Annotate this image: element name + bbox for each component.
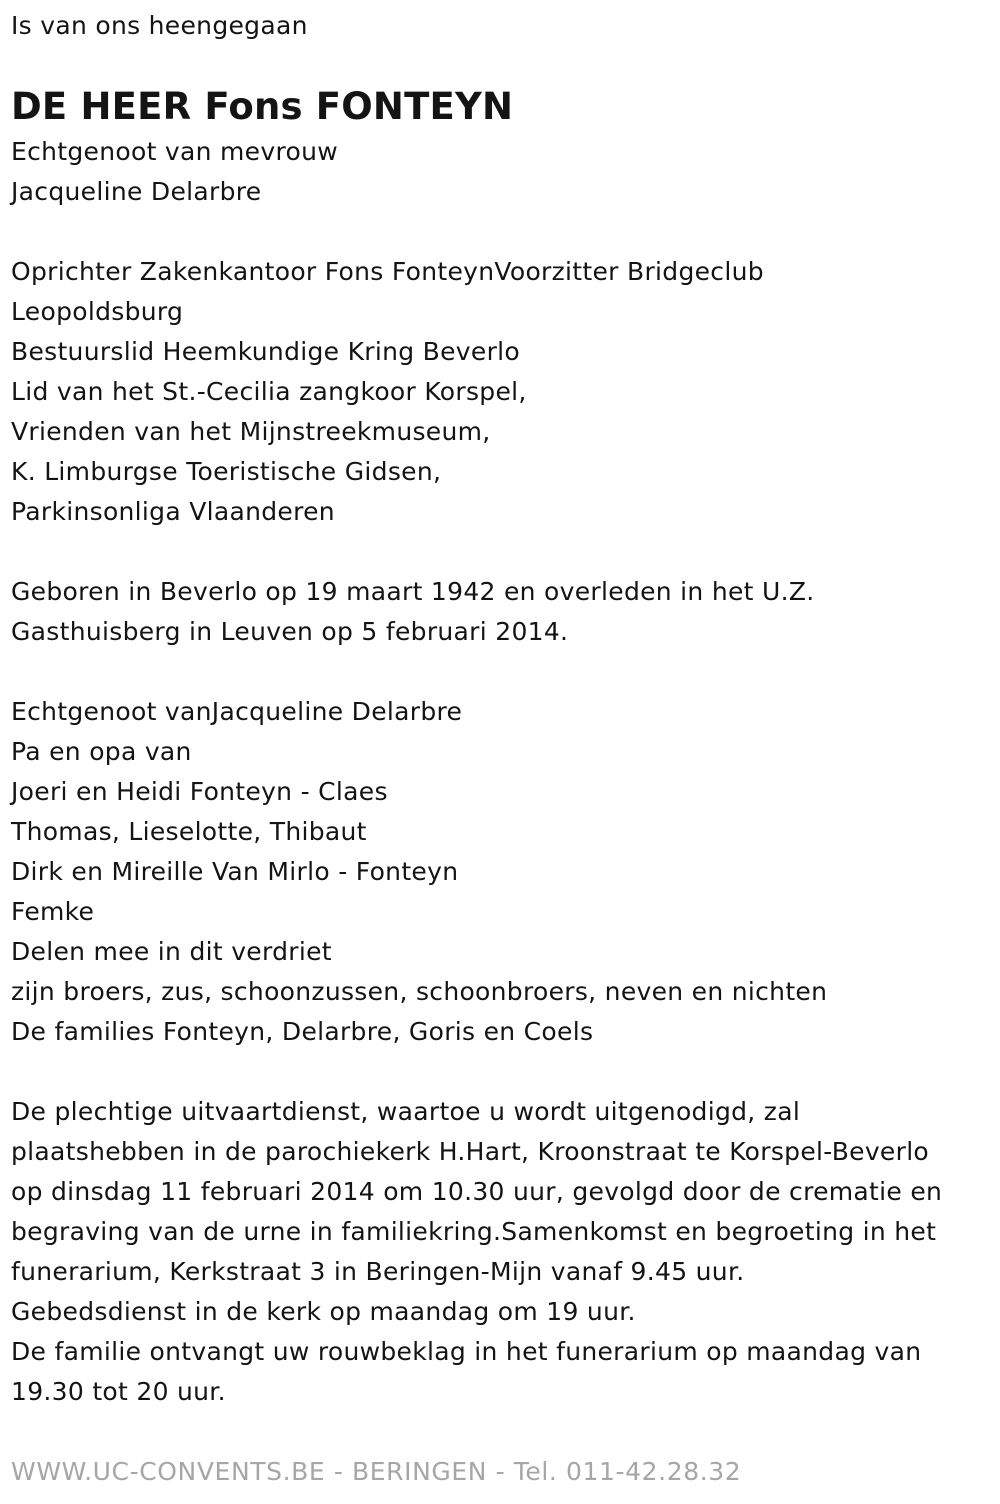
service-line: plaatshebben in de parochiekerk H.Hart, Kroonstraat te Korspel-Beverlo	[11, 1137, 930, 1166]
family-line: Femke	[11, 897, 95, 926]
service-block	[11, 1092, 986, 1412]
role-line: Parkinsonliga Vlaanderen	[11, 497, 335, 526]
service-line: funerarium, Kerkstraat 3 in Beringen-Mijn vanaf 9.45 uur.	[11, 1257, 745, 1286]
deceased-name: DE HEER Fons FONTEYN	[11, 85, 514, 128]
service-line: Gebedsdienst in de kerk op maandag om 19 uur.	[11, 1297, 636, 1326]
role-line: Lid van het St.-Cecilia zangkoor Korspel,	[11, 377, 527, 406]
service-line: begraving van de urne in familiekring.Samenkomst en begroeting in het	[11, 1217, 937, 1246]
role-line: Oprichter Zakenkantoor Fons FonteynVoorzitter Bridgeclub	[11, 257, 764, 286]
family-line: Joeri en Heidi Fonteyn - Claes	[11, 777, 388, 806]
family-line: Dirk en Mireille Van Mirlo - Fonteyn	[11, 857, 459, 886]
family-line: Echtgenoot vanJacqueline Delarbre	[11, 697, 463, 726]
intro-text: Is van ons heengegaan	[11, 11, 308, 40]
family-line: Thomas, Lieselotte, Thibaut	[11, 817, 367, 846]
spacer	[11, 1052, 986, 1092]
role-line: Bestuurslid Heemkundige Kring Beverlo	[11, 337, 520, 366]
service-line: op dinsdag 11 februari 2014 om 10.30 uur, gevolgd door de crematie en	[11, 1177, 943, 1206]
footer-contact: WWW.UC-CONVENTS.BE - BERINGEN - Tel. 011-42.28.32	[11, 1457, 742, 1486]
spouse-block	[11, 132, 986, 212]
family-line: zijn broers, zus, schoonzussen, schoonbroers, neven en nichten	[11, 977, 828, 1006]
family-block	[11, 692, 986, 1052]
role-line: Vrienden van het Mijnstreekmuseum,	[11, 417, 491, 446]
service-line: 19.30 tot 20 uur.	[11, 1377, 226, 1406]
family-line: Delen mee in dit verdriet	[11, 937, 332, 966]
spouse-line: Echtgenoot van mevrouw	[11, 137, 338, 166]
service-line: De plechtige uitvaartdienst, waartoe u wordt uitgenodigd, zal	[11, 1097, 801, 1126]
roles-block	[11, 252, 986, 532]
spacer	[11, 532, 986, 572]
role-line: K. Limburgse Toeristische Gidsen,	[11, 457, 442, 486]
family-line: Pa en opa van	[11, 737, 192, 766]
spacer	[11, 652, 986, 692]
spouse-line: Jacqueline Delarbre	[11, 177, 262, 206]
birth-death-line: Gasthuisberg in Leuven op 5 februari 2014.	[11, 617, 569, 646]
spacer	[11, 212, 986, 252]
birth-death-line: Geboren in Beverlo op 19 maart 1942 en overleden in het U.Z.	[11, 577, 815, 606]
family-line: De families Fonteyn, Delarbre, Goris en Coels	[11, 1017, 594, 1046]
role-line: Leopoldsburg	[11, 297, 184, 326]
obituary-notice	[11, 0, 986, 1412]
birth-death-block	[11, 572, 986, 652]
service-line: De familie ontvangt uw rouwbeklag in het funerarium op maandag van	[11, 1337, 922, 1366]
